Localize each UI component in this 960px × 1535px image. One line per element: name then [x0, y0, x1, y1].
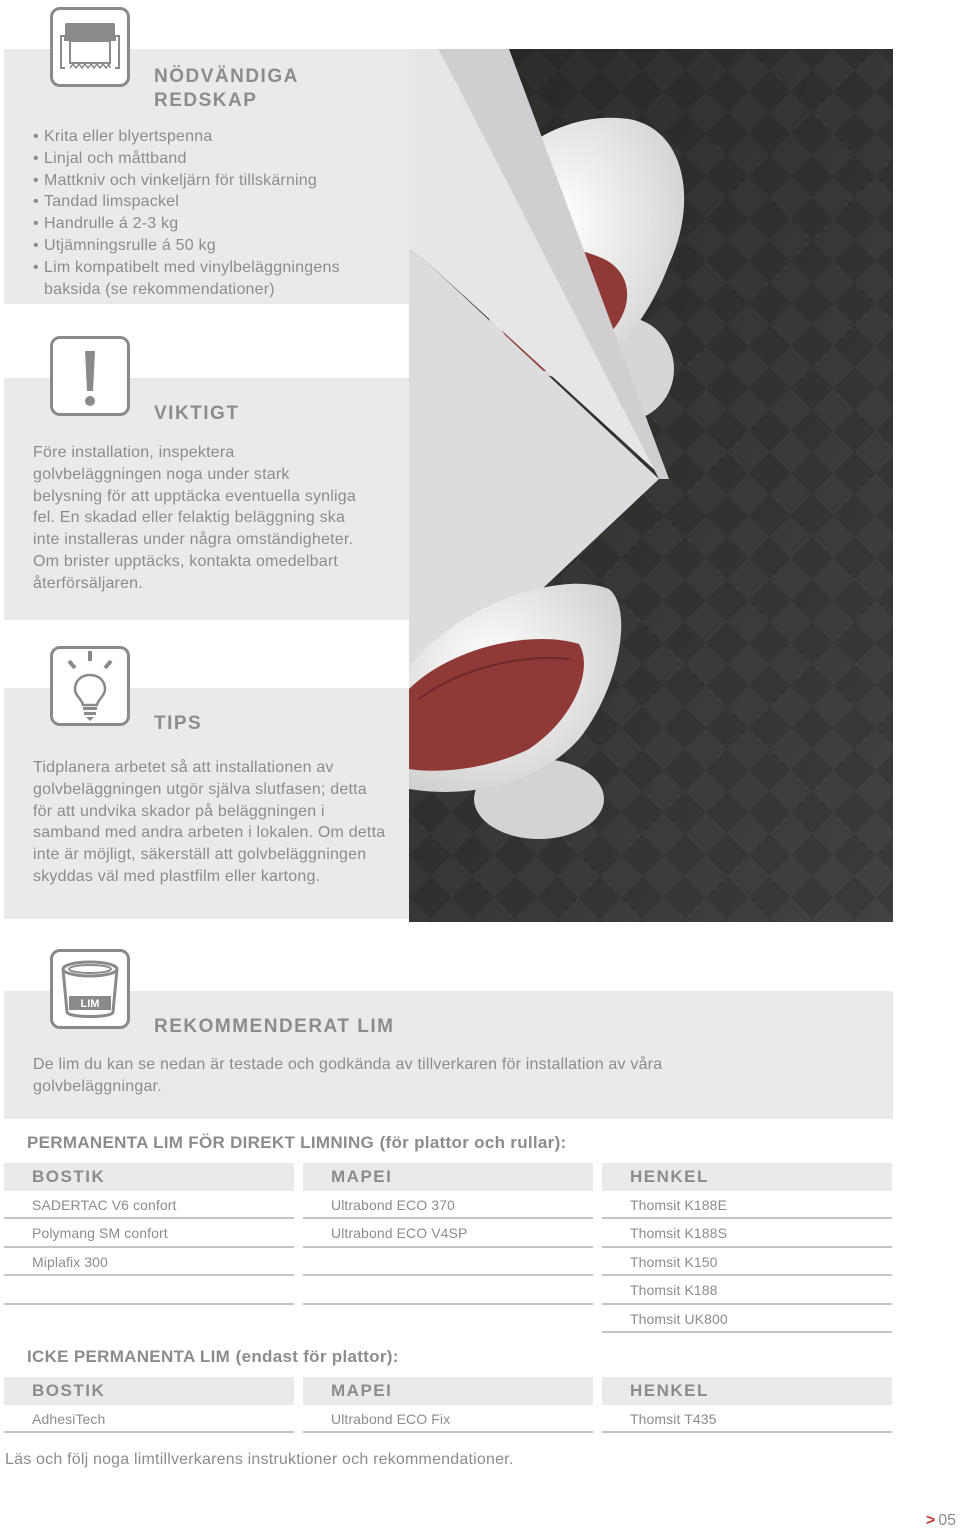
table-cell	[303, 1248, 593, 1276]
tools-title-line2: REDSKAP	[154, 90, 258, 111]
permanent-col-henkel	[602, 1163, 892, 1333]
table-cell	[4, 1276, 294, 1304]
column-header: MAPEI	[303, 1377, 593, 1405]
table-cell: Polymang SM confort	[4, 1219, 294, 1247]
glue-title: REKOMMENDERAT LIM	[154, 1016, 395, 1037]
table-cell: Ultrabond ECO Fix	[303, 1405, 593, 1433]
column-header: HENKEL	[602, 1377, 892, 1405]
page-number-value: 05	[938, 1512, 956, 1529]
footer-note: Läs och följ noga limtillverkarens instruktioner och rekommendationer.	[5, 1451, 514, 1468]
tools-item: • Mattkniv och vinkeljärn för tillskärning	[33, 170, 393, 192]
nonpermanent-title-main: ICKE PERMANENTA LIM	[27, 1347, 231, 1366]
column-header: MAPEI	[303, 1163, 593, 1191]
table-cell: Thomsit K188S	[602, 1219, 892, 1247]
important-text: Före installation, inspektera golvbeläggningen noga under stark belysning för att upptäcka eventuella synliga fel. En skadad eller felaktig beläggning ska inte installeras under några omständigheter. Om brister upptäcks, kontakta omedelbart återförsäljaren.	[33, 444, 356, 592]
table-cell: Thomsit T435	[602, 1405, 892, 1433]
page-arrow-icon: >	[925, 1512, 936, 1529]
nonpermanent-title-sub: (endast för plattor):	[235, 1347, 399, 1366]
glue-icon-box	[50, 949, 130, 1029]
permanent-title	[27, 1133, 567, 1153]
table-cell: AdhesiTech	[4, 1405, 294, 1433]
lightbulb-icon	[53, 649, 127, 723]
table-cell: Thomsit K188E	[602, 1191, 892, 1219]
table-cell: Thomsit UK800	[602, 1305, 892, 1333]
tools-item: • Utjämningsrulle á 50 kg	[33, 235, 393, 257]
roller-icon	[53, 10, 127, 84]
tools-item: • Handrulle á 2-3 kg	[33, 213, 393, 235]
tools-title	[154, 65, 299, 113]
nonpermanent-title	[27, 1347, 399, 1367]
tools-item: • Lim kompatibelt med vinylbeläggningens baksida (se rekommendationer)	[33, 257, 393, 301]
tools-item: • Krita eller blyertspenna	[33, 126, 393, 148]
table-cell: SADERTAC V6 confort	[4, 1191, 294, 1219]
table-cell: Ultrabond ECO V4SP	[303, 1219, 593, 1247]
permanent-col-bostik	[4, 1163, 294, 1305]
permanent-title-main: PERMANENTA LIM FÖR DIREKT LIMNING	[27, 1133, 375, 1152]
tools-icon-box	[50, 7, 130, 87]
table-cell	[303, 1276, 593, 1304]
table-cell: Thomsit K188	[602, 1276, 892, 1304]
glue-text: De lim du kan se nedan är testade och godkända av tillverkaren för installation av våra golvbeläggningar.	[33, 1056, 663, 1095]
glue-icon-label: LIM	[80, 998, 100, 1010]
column-header: BOSTIK	[4, 1163, 294, 1191]
tools-list	[33, 126, 393, 300]
important-icon-box	[50, 336, 130, 416]
interior-photo	[409, 49, 893, 922]
exclamation-icon	[53, 339, 127, 413]
column-header: BOSTIK	[4, 1377, 294, 1405]
table-cell: Thomsit K150	[602, 1248, 892, 1276]
tips-title: TIPS	[154, 713, 203, 734]
column-header: HENKEL	[602, 1163, 892, 1191]
glue-bucket-icon	[53, 952, 127, 1026]
chairs-table-illustration	[409, 49, 893, 922]
nonpermanent-col-mapei	[303, 1377, 593, 1433]
tools-item: • Linjal och måttband	[33, 148, 393, 170]
tools-item: • Tandad limspackel	[33, 191, 393, 213]
tools-title-line1: NÖDVÄNDIGA	[154, 66, 299, 87]
page-number	[926, 1512, 956, 1530]
permanent-title-sub: (för plattor och rullar):	[379, 1133, 567, 1152]
tips-text: Tidplanera arbetet så att installationen av golvbeläggningen utgör själva slutfasen; detta för att undvika skador på beläggningen i samband med andra arbeten i lokalen. Om detta inte är möjligt, säkerställ att golvbeläggningen skyddas väl med plastfilm eller kartong.	[33, 759, 386, 885]
table-cell: Ultrabond ECO 370	[303, 1191, 593, 1219]
nonpermanent-col-bostik	[4, 1377, 294, 1433]
table-cell: Miplafix 300	[4, 1248, 294, 1276]
permanent-col-mapei	[303, 1163, 593, 1305]
important-title: VIKTIGT	[154, 403, 240, 424]
tips-icon-box	[50, 646, 130, 726]
nonpermanent-col-henkel	[602, 1377, 892, 1433]
